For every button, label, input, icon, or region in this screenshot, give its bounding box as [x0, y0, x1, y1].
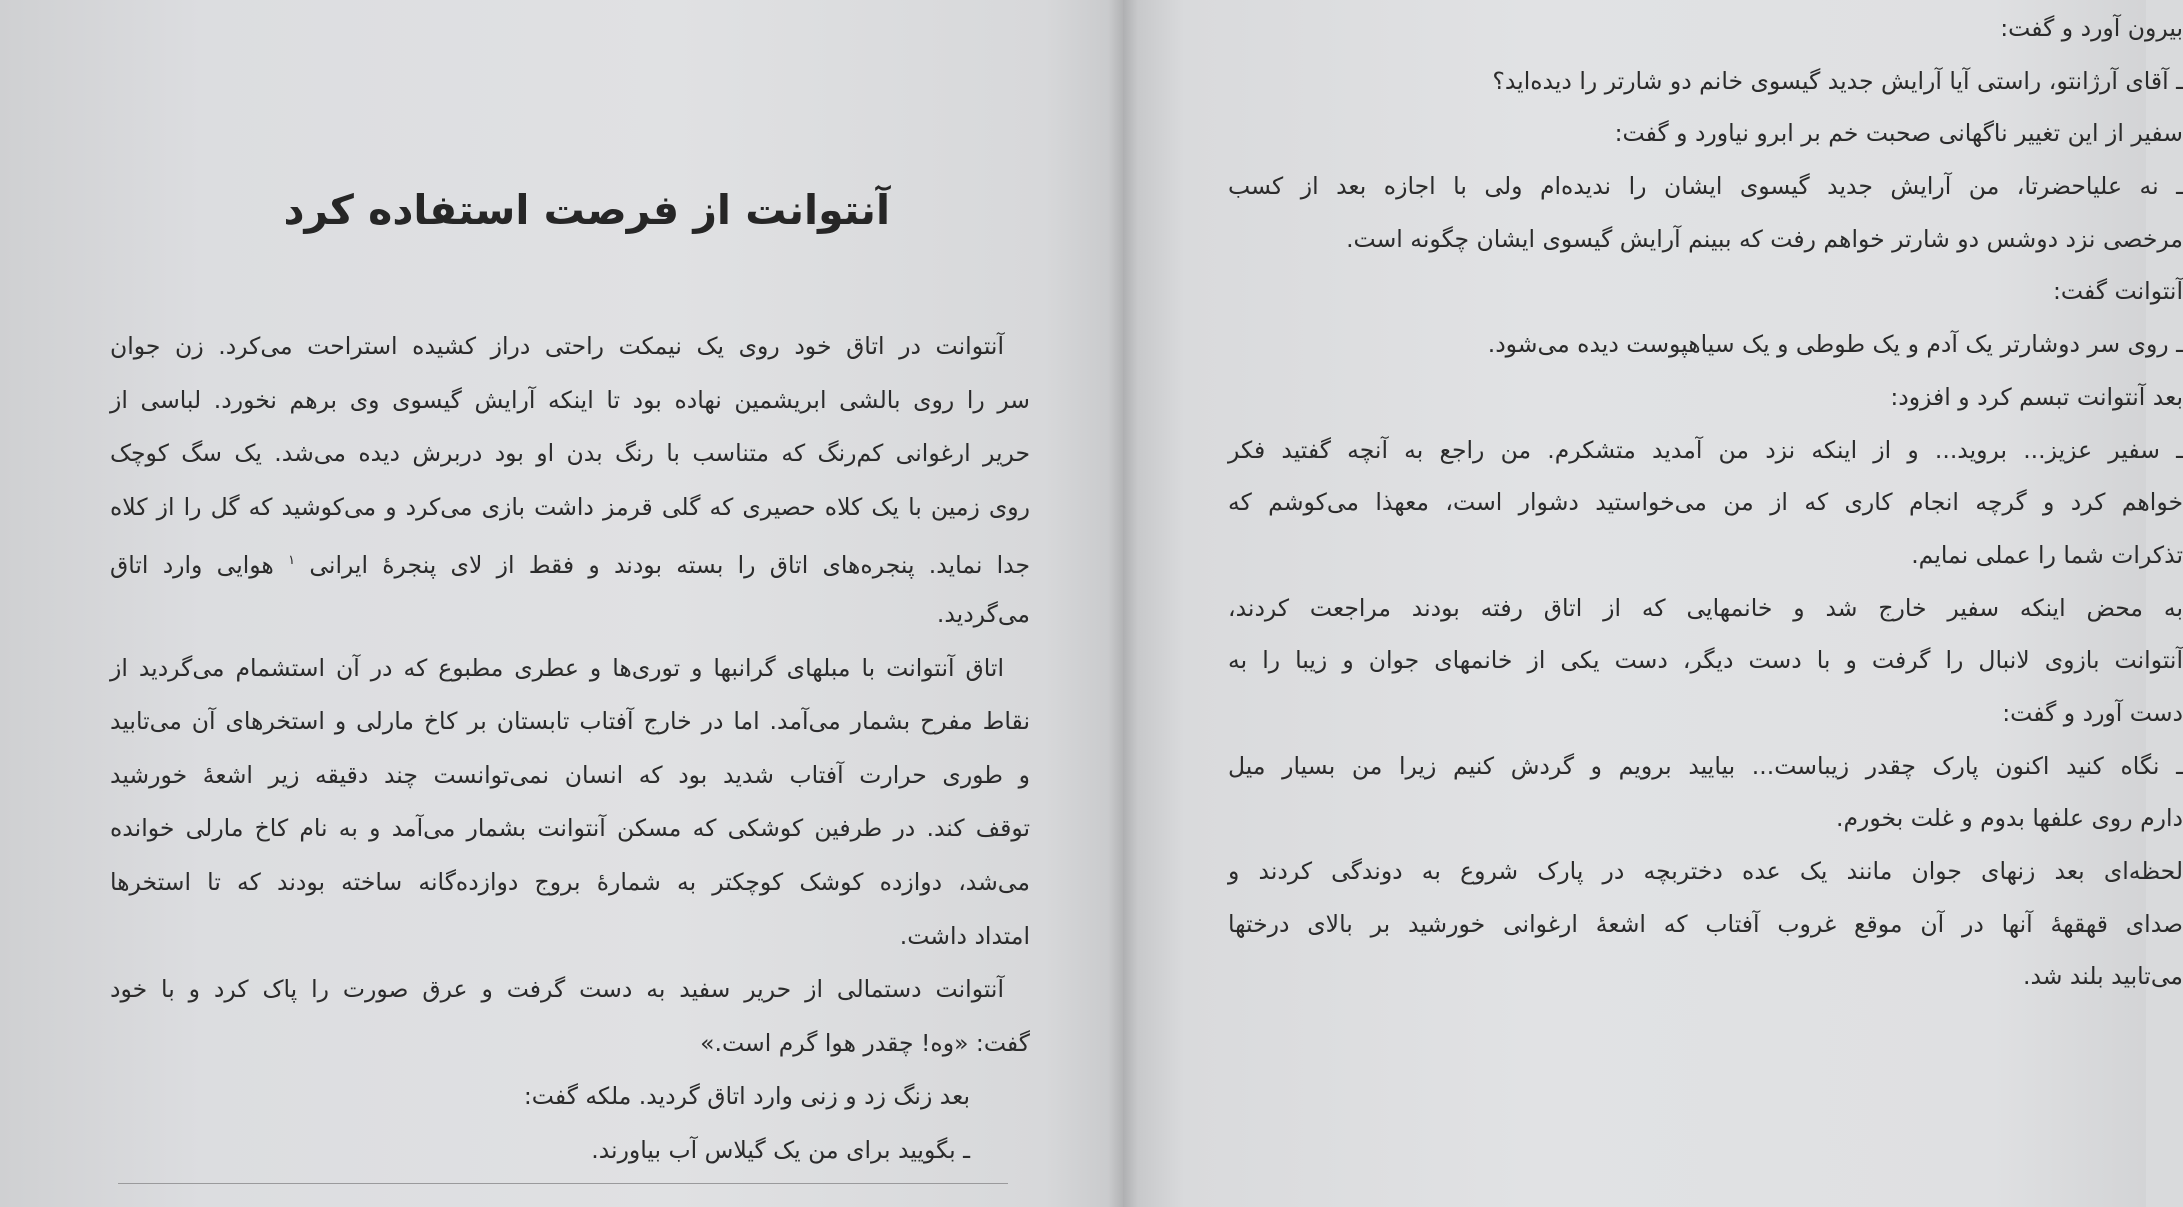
text-line: بیرون آورد و گفت: — [2000, 14, 2183, 42]
text-line: نقاط مفرح بشمار می‌آمد. اما در خارج آفتاب تابستان بر کاخ مارلی و استخرهای آن می‌تابید — [110, 707, 1030, 736]
text-line: آنتوانت در اتاق خود روی یک نیمکت راحتی دراز کشیده استراحت می‌کرد. زن جوان — [110, 332, 1004, 360]
chapter-title: آنتوانت از فرصت استفاده کرد — [283, 186, 890, 234]
text-line: می‌گردید. — [936, 599, 1030, 628]
text-line: لحظه‌ای بعد زنهای جوان مانند یک عده دختربچه در پارک شروع به دوندگی کردند و — [1228, 857, 2183, 885]
text-line-with-footnote — [110, 534, 1030, 588]
text-line: آنتوانت دستمالی از حریر سفید به دست گرفت و عرق صورت را پاک کرد و با خود — [110, 975, 1004, 1004]
text-line: روی زمین با یک کلاه حصیری که گلی قرمز داشت بازی می‌کرد و می‌کوشید که گل را از کلاه — [110, 492, 1030, 521]
text-line: دست آورد و گفت: — [2002, 698, 2183, 727]
text-line: دارم روی علفها بدوم و غلت بخورم. — [1836, 804, 2183, 833]
right-page-body — [1228, 2, 2183, 1003]
text-segment: جدا نماید. پنجره‌های اتاق را بسته بودند و فقط از لای پنجرهٔ ایرانی — [309, 551, 1030, 580]
left-page-body — [110, 320, 1030, 1178]
text-line: بعد آنتوانت تبسم کرد و افزود: — [1890, 382, 2183, 411]
text-line: توقف کند. در طرفین کوشکی که مسکن آنتوانت بشمار می‌آمد و به نام کاخ مارلی خوانده — [110, 814, 1030, 843]
text-line: ـ نگاه کنید اکنون پارک چقدر زیباست... بیایید برویم و گردش کنیم زیرا من بسیار میل — [1228, 751, 2183, 780]
page-bottom-rule — [118, 1183, 1008, 1184]
right-page — [1123, 0, 2183, 1207]
text-line: سر را روی بالشی ابریشمین نهاده بود تا اینکه آرایش گیسوی وی برهم نخورد. لباسی از — [110, 385, 1030, 414]
text-segment: هوایی وارد اتاق — [110, 551, 274, 580]
text-line: گفت: «وه! چقدر هوا گرم است.» — [700, 1028, 1030, 1057]
text-line: خواهم کرد و گرچه انجام کاری که از من می‌خواستید دشوار است، معهذا می‌کوشم که — [1228, 488, 2183, 517]
text-line: ـ آقای آرژانتو، راستی آیا آرایش جدید گیسوی خانم دو شارتر را دیده‌اید؟ — [1492, 66, 2183, 95]
text-line: تذکرات شما را عملی نمایم. — [1911, 540, 2183, 569]
text-line: سفیر از این تغییر ناگهانی صحبت خم بر ابرو نیاورد و گفت: — [1614, 119, 2183, 148]
text-line: ـ روی سر دوشارتر یک آدم و یک طوطی و یک سیاهپوست دیده می‌شود. — [1487, 330, 2183, 359]
footnote-marker: ۱ — [288, 553, 296, 569]
text-line: حریر ارغوانی کم‌رنگ که متناسب با رنگ بدن او بود دربرش دیده می‌شد. یک سگ کوچک — [110, 439, 1030, 468]
text-line: صدای قهقههٔ آنها در آن موقع غروب آفتاب که اشعهٔ ارغوانی خورشید بر بالای درختها — [1228, 909, 2183, 938]
text-line: آنتوانت بازوی لانبال را گرفت و با دست دیگر، دست یکی از خانمهای جوان و زیبا را به — [1228, 646, 2183, 675]
text-line: بعد زنگ زد و زنی وارد اتاق گردید. ملکه گفت: — [523, 1082, 970, 1111]
text-line: آنتوانت گفت: — [2053, 277, 2183, 306]
text-line: می‌شد، دوازده کوشک کوچکتر به شمارهٔ بروج دوازده‌گانه ساخته بودند که تا استخرها — [110, 867, 1030, 896]
text-line: ـ نه علیاحضرتا، من آرایش جدید گیسوی ایشان را ندیده‌ام ولی با اجازه بعد از کسب — [1228, 172, 2183, 201]
text-line: به محض اینکه سفیر خارج شد و خانمهایی که از اتاق رفته بودند مراجعت کردند، — [1228, 593, 2183, 622]
text-line: امتداد داشت. — [899, 921, 1030, 950]
text-line: و طوری حرارت آفتاب شدید بود که انسان نمی‌توانست چند دقیقه زیر اشعهٔ خورشید — [110, 760, 1030, 789]
text-line: ـ سفیر عزیز... بروید... و از اینکه نزد من آمدید متشکرم. من راجع به آنچه گفتید فکر — [1228, 435, 2183, 464]
text-line: اتاق آنتوانت با مبلهای گرانبها و توری‌ها و عطری مطبوع که در آن استشمام می‌گردید از — [110, 653, 1004, 682]
text-line: مرخصی نزد دوشس دو شارتر خواهم رفت که ببینم آرایش گیسوی ایشان چگونه است. — [1346, 224, 2183, 253]
text-line: می‌تابید بلند شد. — [2022, 962, 2183, 991]
text-line: ـ بگویید برای من یک گیلاس آب بیاورند. — [591, 1135, 970, 1164]
